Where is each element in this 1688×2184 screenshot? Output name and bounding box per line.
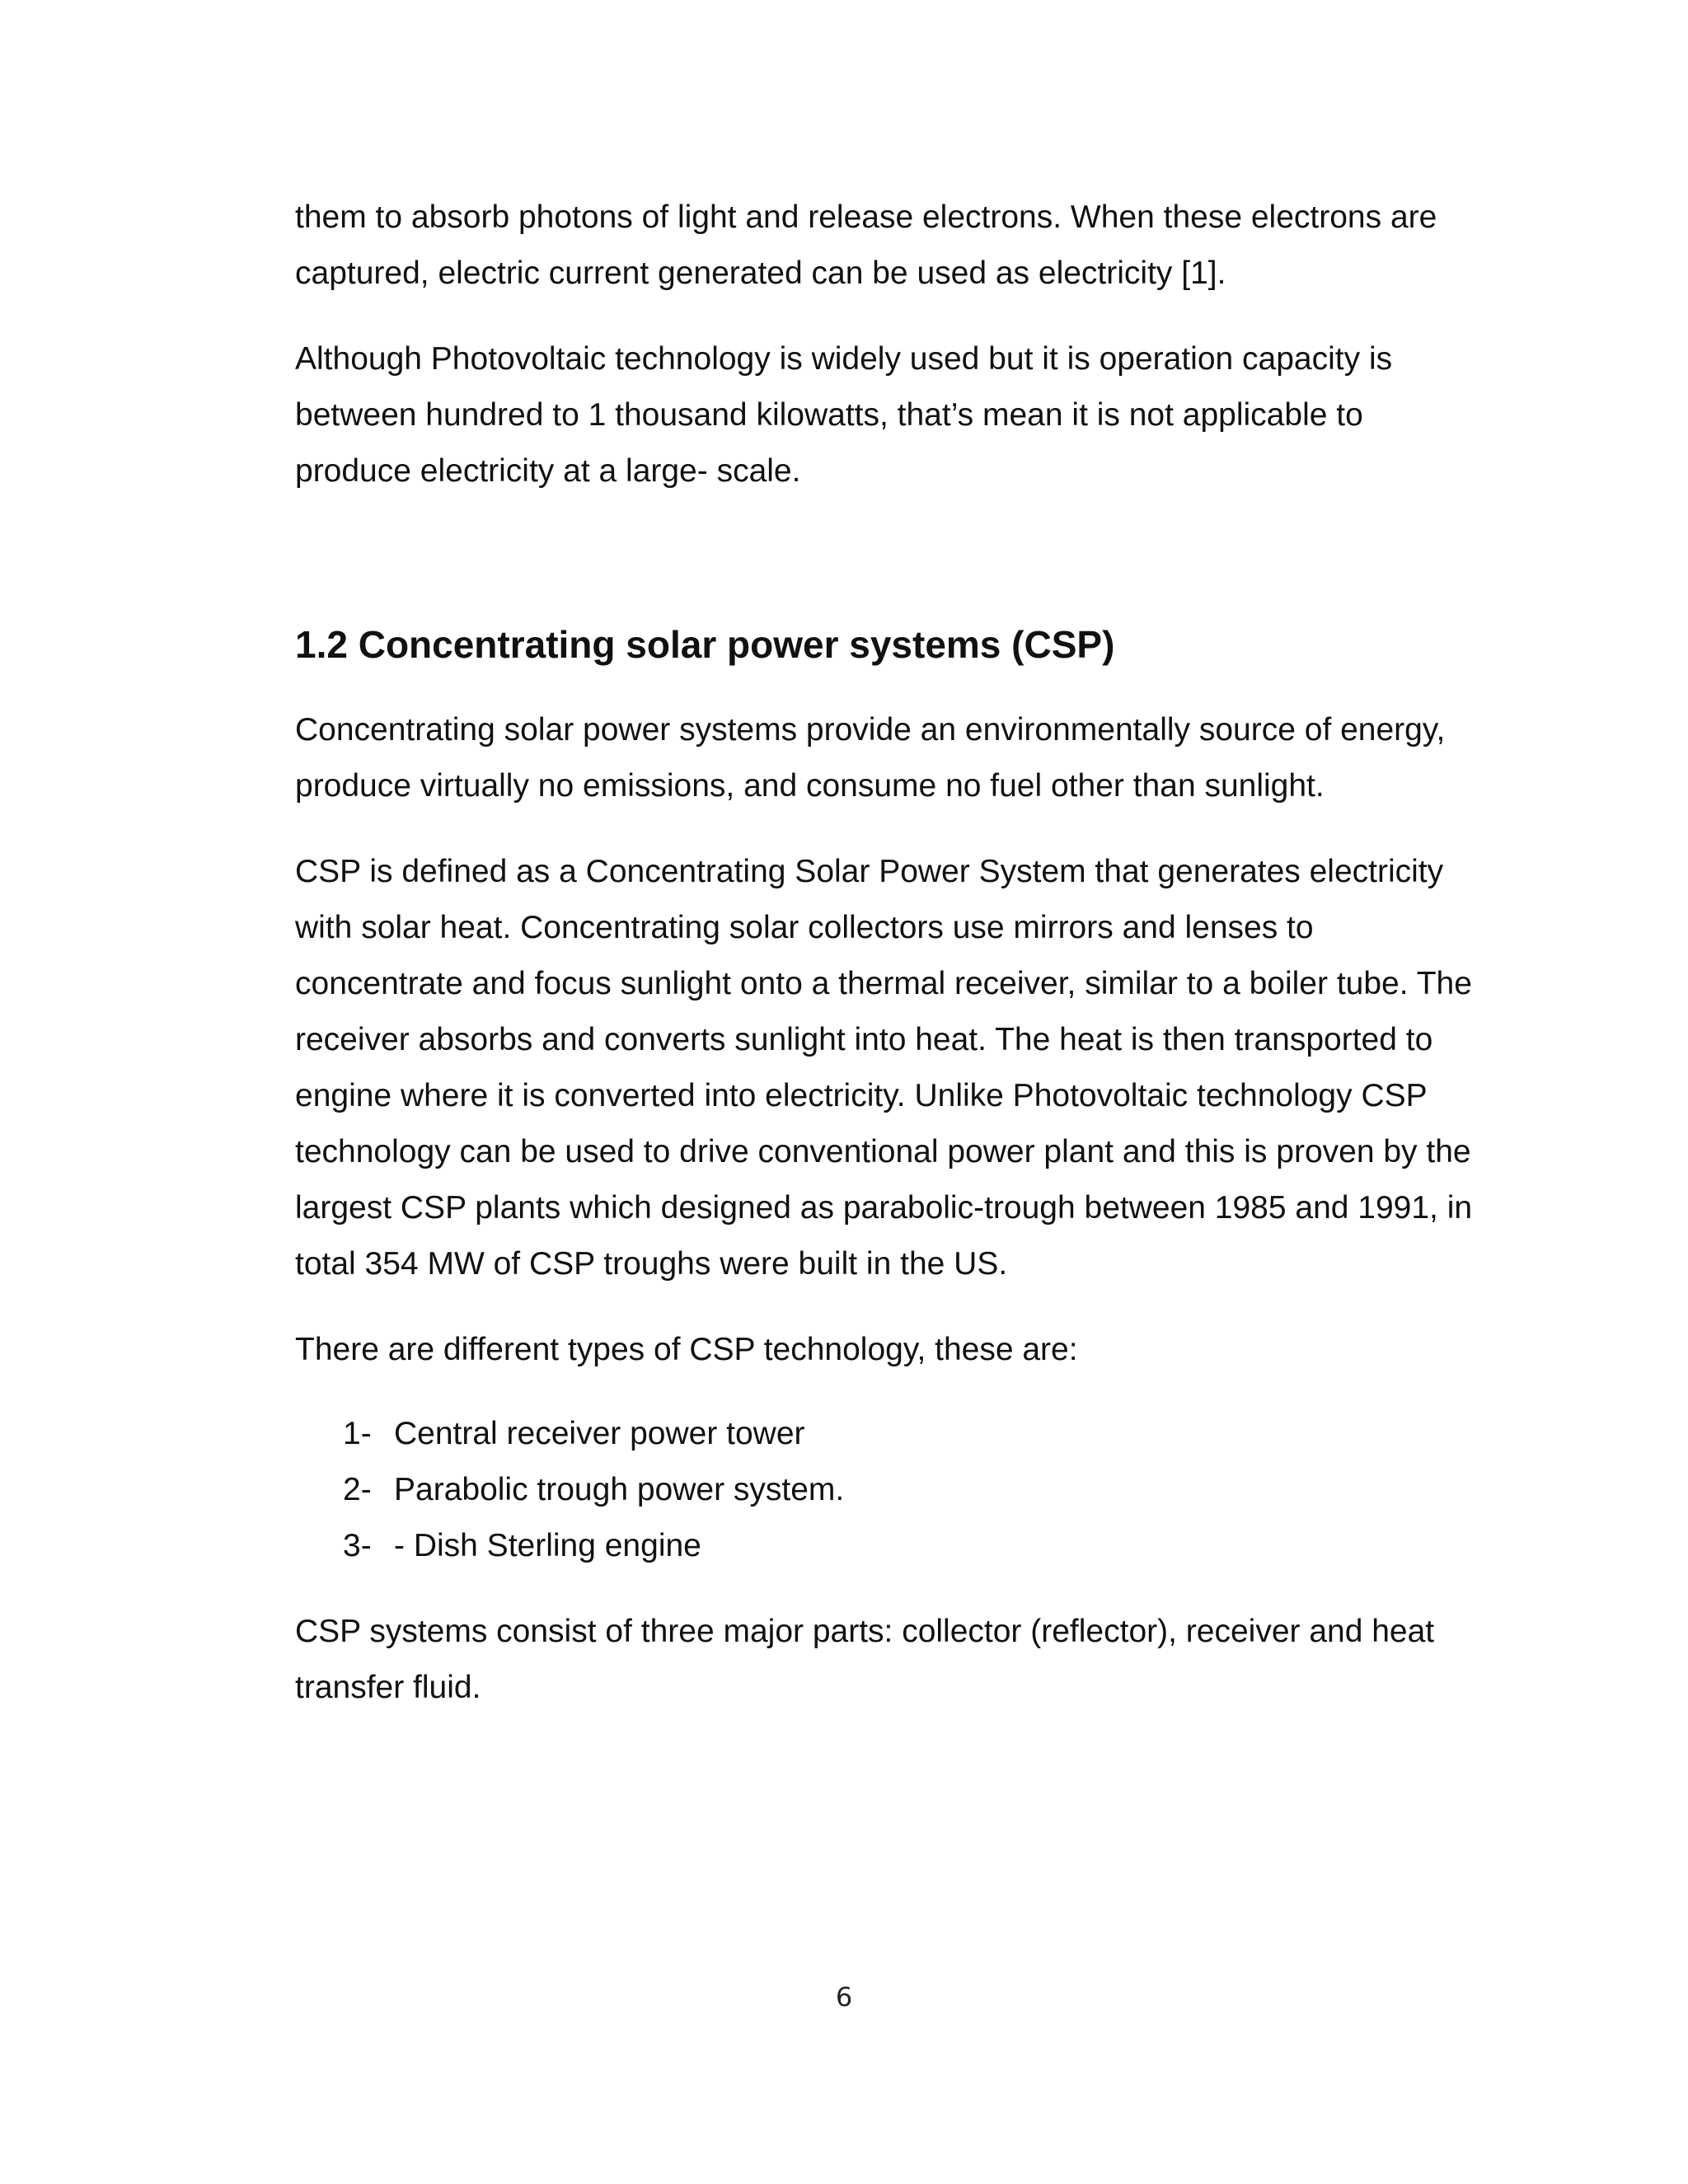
page-number: 6 [835, 1981, 853, 2013]
paragraph-photon-absorption: them to absorb photons of light and release electrons. When these electrons are captured, electric current generated can be used as electricity [1]. [295, 199, 1437, 291]
csp-types-list [295, 1406, 1482, 1574]
paragraph-csp-parts: CSP systems consist of three major parts: collector (reflector), receiver and heat transfer fluid. [295, 1614, 1435, 1705]
paragraph-photovoltaic-capacity: Although Photovoltaic technology is widely used but it is operation capacity is between hundred to 1 thousand kilowatts, that’s mean it is not applicable to produce electricity at a large- scale. [295, 341, 1393, 489]
list-item-number: 3- [343, 1528, 372, 1563]
list-item-text: Parabolic trough power system. [394, 1472, 845, 1507]
list-item-number: 1- [343, 1416, 372, 1451]
paragraph-csp-types-intro: There are different types of CSP technology, these are: [295, 1332, 1078, 1367]
list-item [295, 1518, 1482, 1574]
list-item-number: 2- [343, 1472, 372, 1507]
paragraph-csp-intro: Concentrating solar power systems provide an environmentally source of energy, produce virtually no emissions, and consume no fuel other than sunlight. [295, 712, 1446, 804]
section-heading: 1.2 Concentrating solar power systems (CSP) [295, 623, 1115, 666]
list-item-text: - Dish Sterling engine [394, 1528, 701, 1563]
list-item-text: Central receiver power tower [394, 1416, 805, 1451]
paragraph-csp-definition: CSP is defined as a Concentrating Solar Power System that generates electricity with solar heat. Concentrating solar collectors use mirrors and lenses to concentrate and focus sunlight onto a thermal receiver, similar to a boiler tube. The receiver absorbs and converts sunlight into heat. The heat is then transported to engine where it is converted into electricity. Unlike Photovoltaic technology CSP technology can be used to drive conventional power plant and this is proven by the largest CSP plants which designed as parabolic-trough between 1985 and 1991, in total 354 MW of CSP troughs were built in the US. [295, 854, 1473, 1282]
list-item [295, 1462, 1482, 1518]
page-body [295, 190, 1482, 1716]
list-item [295, 1406, 1482, 1462]
